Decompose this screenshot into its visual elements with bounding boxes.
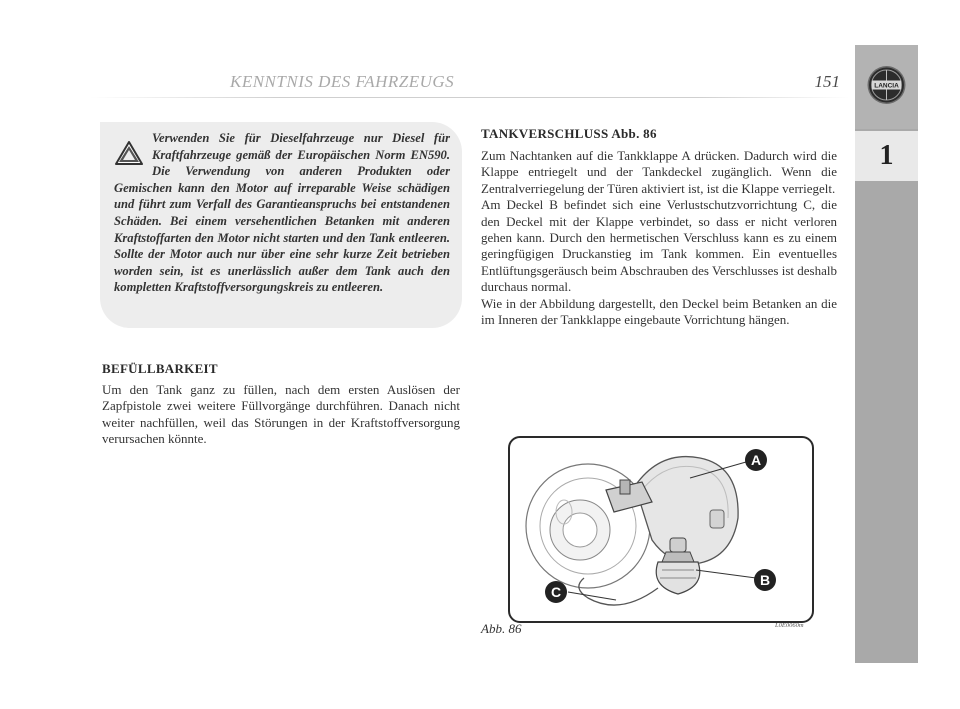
figure-caption: Abb. 86 — [481, 621, 522, 636]
page-number: 151 — [814, 72, 840, 91]
header-divider — [90, 97, 850, 98]
header-title: KENNTNIS DES FAHRZEUGS — [230, 72, 455, 91]
label-c: C — [550, 584, 562, 600]
label-a: A — [750, 452, 762, 468]
logo-text: LANCIA — [874, 82, 899, 90]
warning-text — [114, 130, 450, 296]
logo-box — [855, 45, 918, 129]
warning-box — [100, 122, 462, 328]
page-header — [100, 72, 840, 96]
fuel-cap-illustration — [510, 438, 812, 621]
befuellbarkeit-heading: BEFÜLLBARKEIT — [102, 361, 218, 376]
tankverschluss-paragraph-2: Am Deckel B befindet sich eine Verlustschutzvorrichtung C, die den Deckel mit der Klappe verbindet, so dass er nicht verloren gehen kann. Durch den hermetischen Verschluss kann es zu einem geringfügigen Druckanstieg im Tank kommen. Ein eventuelles Entlüftungsgeräusch beim Abschrauben des Verschlusses ist deshalb durchaus normal. — [481, 197, 837, 295]
befuellbarkeit-text: Um den Tank ganz zu füllen, nach dem ersten Auslösen der Zapfpistole zwei weitere Füllvorgänge durchführen. Danach nicht weiter nachfüllen, weil das Störungen in der Kraftstoffversorgung verursachen könnte. — [102, 382, 460, 447]
chapter-tab — [855, 131, 918, 181]
chapter-sidebar — [855, 45, 918, 663]
chapter-number: 1 — [879, 140, 894, 171]
label-b: B — [759, 572, 771, 588]
lancia-logo-icon — [855, 45, 918, 129]
warning-message: Verwenden Sie für Dieselfahrzeuge nur Diesel für Kraftfahrzeuge gemäß der Europäischen Norm EN590. Die Verwendung von anderen Produkten oder Gemischen kann den Motor auf irreparable Weise schädigen und führt zum Verfall des Garantieanspruchs bei entstandenen Schäden. Bei einem versehentlichen Betanken mit anderen Kraftstoffarten den Motor nicht starten und den Tank entleeren. Sollte der Motor auch nur über eine sehr kurze Zeit betrieben worden sein, ist es unerlässlich außer dem Tank auch den kompletten Kraftstoffversorgungskreis zu entleeren. — [114, 131, 450, 295]
warning-icon-spacer — [114, 130, 152, 178]
tankverschluss-body — [481, 148, 837, 328]
tankverschluss-paragraph-3: Wie in der Abbildung dargestellt, den Deckel beim Betanken an die im Inneren der Tankklappe eingebaute Vorrichtung hängen. — [481, 295, 837, 328]
fuel-cap-figure — [508, 436, 814, 623]
figure-code: L0E0060m — [775, 622, 804, 629]
tankverschluss-paragraph-1: Zum Nachtanken auf die Tankklappe A drücken. Dadurch wird die Klappe entriegelt und der Tankdeckel zugänglich. Wenn die Zentralverriegelung der Türen aktiviert ist, ist die Klappe verriegelt. — [481, 148, 837, 196]
tankverschluss-heading: TANKVERSCHLUSS Abb. 86 — [481, 126, 657, 141]
